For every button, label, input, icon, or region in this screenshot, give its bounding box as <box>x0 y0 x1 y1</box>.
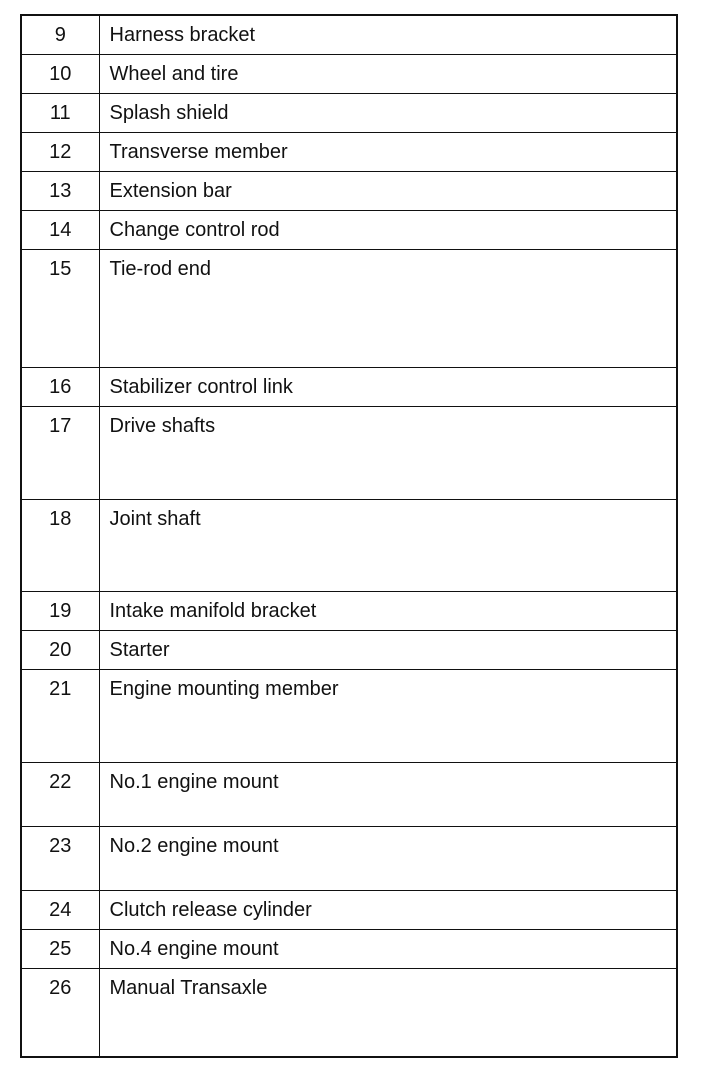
table-row <box>21 171 677 210</box>
part-name: Engine mounting member <box>99 669 677 762</box>
table-row <box>21 826 677 890</box>
part-name: Tie-rod end <box>99 249 677 367</box>
part-number: 24 <box>21 890 99 929</box>
parts-table <box>20 14 678 1058</box>
part-name: Starter <box>99 630 677 669</box>
part-name: Harness bracket <box>99 15 677 54</box>
part-number: 13 <box>21 171 99 210</box>
table-row <box>21 929 677 968</box>
part-number: 9 <box>21 15 99 54</box>
part-name: Intake manifold bracket <box>99 591 677 630</box>
part-name: Splash shield <box>99 93 677 132</box>
part-name: Extension bar <box>99 171 677 210</box>
part-number: 12 <box>21 132 99 171</box>
part-name: Transverse member <box>99 132 677 171</box>
table-row <box>21 630 677 669</box>
part-number: 15 <box>21 249 99 367</box>
part-number: 10 <box>21 54 99 93</box>
table-row <box>21 762 677 826</box>
part-name: Stabilizer control link <box>99 367 677 406</box>
table-row <box>21 210 677 249</box>
part-number: 22 <box>21 762 99 826</box>
table-row <box>21 669 677 762</box>
part-number: 11 <box>21 93 99 132</box>
table-row <box>21 15 677 54</box>
table-row <box>21 499 677 591</box>
part-number: 16 <box>21 367 99 406</box>
part-number: 25 <box>21 929 99 968</box>
part-number: 21 <box>21 669 99 762</box>
table-row <box>21 890 677 929</box>
table-row <box>21 54 677 93</box>
part-name: Change control rod <box>99 210 677 249</box>
table-row <box>21 367 677 406</box>
part-name: No.1 engine mount <box>99 762 677 826</box>
table-row <box>21 249 677 367</box>
part-name: Clutch release cylinder <box>99 890 677 929</box>
table-row <box>21 591 677 630</box>
part-number: 14 <box>21 210 99 249</box>
part-number: 23 <box>21 826 99 890</box>
table-row <box>21 93 677 132</box>
part-number: 20 <box>21 630 99 669</box>
part-name: Wheel and tire <box>99 54 677 93</box>
part-name: Manual Transaxle <box>99 968 677 1057</box>
table-row <box>21 132 677 171</box>
part-name: No.2 engine mount <box>99 826 677 890</box>
part-number: 19 <box>21 591 99 630</box>
part-name: No.4 engine mount <box>99 929 677 968</box>
table-row <box>21 968 677 1057</box>
table-row <box>21 406 677 499</box>
part-number: 26 <box>21 968 99 1057</box>
part-number: 17 <box>21 406 99 499</box>
part-name: Joint shaft <box>99 499 677 591</box>
part-number: 18 <box>21 499 99 591</box>
part-name: Drive shafts <box>99 406 677 499</box>
